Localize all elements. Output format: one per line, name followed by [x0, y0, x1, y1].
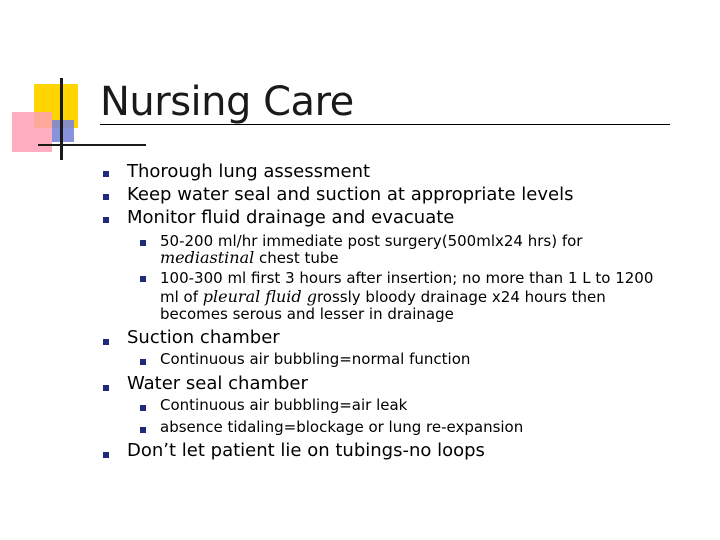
bullet-icon — [103, 194, 109, 200]
sub-item-line: ml of pleural fluid grossly bloody drainage x24 hours then — [160, 287, 606, 306]
sub-item-line: 50-200 ml/hr immediate post surgery(500mlx24 hrs) for — [160, 232, 583, 250]
bullet-icon — [140, 240, 146, 246]
list-item: Water seal chamber — [127, 373, 308, 394]
sub-item-line: 100-300 ml first 3 hours after insertion; no more than 1 L to 1200 — [160, 269, 654, 287]
blue-square — [52, 120, 74, 142]
list-item: Thorough lung assessment — [127, 161, 371, 182]
sub-item-line: becomes serous and lesser in drainage — [160, 305, 454, 323]
horizontal-rule — [38, 144, 146, 146]
bullet-icon — [140, 405, 146, 411]
page-title: Nursing Care — [100, 79, 354, 125]
bullet-icon — [103, 171, 109, 177]
sub-item-line: mediastinal chest tube — [160, 248, 339, 267]
list-item: Keep water seal and suction at appropriate levels — [127, 184, 574, 205]
bullet-icon — [103, 452, 109, 458]
bullet-icon — [140, 359, 146, 365]
sub-item: absence tidaling=blockage or lung re-expansion — [160, 418, 524, 436]
emphasis: pleural fluid g — [202, 287, 317, 306]
bullet-icon — [103, 217, 109, 223]
sub-item: Continuous air bubbling=air leak — [160, 396, 408, 414]
list-item: Suction chamber — [127, 327, 280, 348]
pink-square — [12, 112, 52, 152]
bullet-icon — [140, 276, 146, 282]
sub-item: Continuous air bubbling=normal function — [160, 350, 471, 368]
bullet-icon — [140, 427, 146, 433]
list-item: Don’t let patient lie on tubings-no loops — [127, 440, 485, 461]
bullet-icon — [103, 385, 109, 391]
list-item: Monitor fluid drainage and evacuate — [127, 207, 455, 228]
emphasis: mediastinal — [160, 248, 255, 267]
vertical-rule — [60, 78, 63, 160]
bullet-icon — [103, 339, 109, 345]
